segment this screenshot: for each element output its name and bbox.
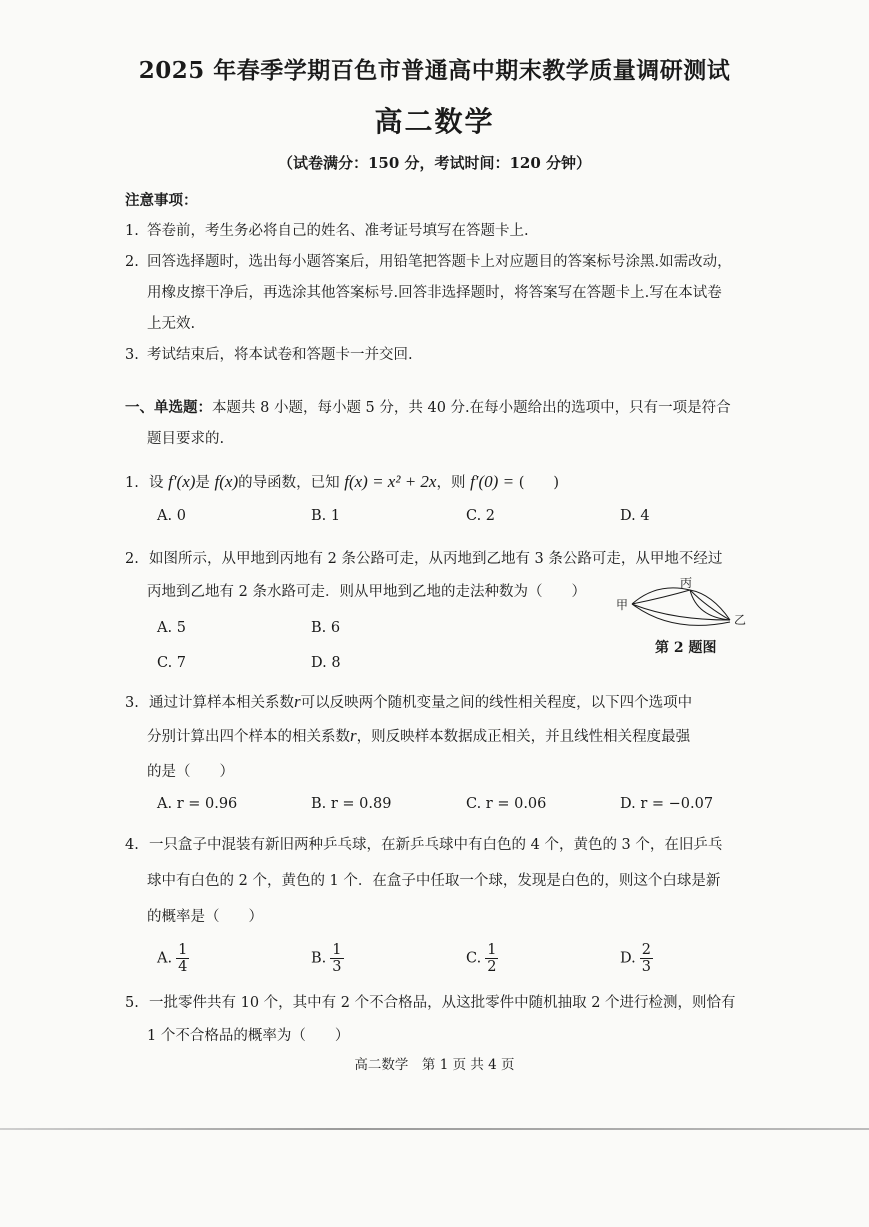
math-expression: f(x): [214, 472, 239, 491]
option-c: C. 7: [157, 655, 187, 671]
question-text-continued: 1 个不合格品的概率为（ ）: [147, 1028, 350, 1044]
exam-info: （试卷满分：150 分，考试时间：120 分钟）: [277, 154, 592, 172]
question-2: [125, 544, 765, 575]
notes-heading: 注意事项：: [125, 192, 198, 209]
denominator: 4: [178, 959, 188, 975]
question-number: 2.: [125, 551, 139, 567]
page-footer: 高二数学 第 1 页 共 4 页: [354, 1057, 515, 1073]
question-3: [125, 686, 765, 719]
option-b: [311, 942, 344, 975]
fraction: [176, 942, 189, 975]
numerator: 1: [178, 942, 188, 958]
question-1: [125, 466, 765, 499]
road-bing-yi-3: [690, 590, 730, 620]
note-text: 考试结束后，将本试卷和答题卡一并交回.: [147, 347, 413, 363]
question-text: 一只盒子中混装有新旧两种乒乓球，在新乒乓球中有白色的 4 个，黄色的 3 个，在旧乒乓: [149, 837, 723, 853]
fraction: [485, 942, 498, 975]
question-number: 5.: [125, 995, 139, 1011]
question-text-continued: 丙地到乙地有 2 条水路可走．则从甲地到乙地的走法种数为（ ）: [147, 584, 586, 600]
exam-title: 2025 年春季学期百色市普通高中期末教学质量调研测试: [138, 57, 731, 84]
denominator: 3: [332, 959, 342, 975]
option-d: [620, 942, 653, 975]
option-label: C.: [466, 950, 482, 967]
subject-title: 高二数学: [374, 105, 495, 138]
math-variable: r: [294, 692, 301, 711]
question-text: 分别计算出四个样本的相关系数: [147, 729, 350, 745]
question-text: 的导函数，已知: [238, 475, 340, 491]
question-text: ，则: [436, 475, 466, 491]
numerator: 1: [487, 942, 497, 958]
question-number: 4.: [125, 837, 139, 853]
math-expression: f(x) = x² + 2x: [344, 472, 437, 491]
label-bing: 丙: [680, 576, 693, 590]
note-item: [125, 247, 765, 278]
section-instructions-continued: 题目要求的.: [147, 431, 225, 447]
waterway-1: [632, 604, 730, 620]
label-jia: 甲: [616, 598, 629, 612]
question-text-continued: 的是（ ）: [147, 764, 234, 780]
question-number: 3.: [125, 695, 139, 711]
option-b: B. 1: [311, 508, 341, 524]
note-text: 回答选择题时，选出每小题答案后，用铅笔把答题卡上对应题目的答案标号涂黑.如需改动，: [147, 254, 732, 270]
option-b: B. 6: [311, 620, 341, 636]
question-text: 可以反映两个随机变量之间的线性相关程度，以下四个选项中: [300, 695, 693, 711]
option-a: A. 0: [157, 508, 186, 524]
option-label: D.: [620, 950, 636, 967]
note-number: 2.: [125, 254, 139, 270]
question-text: 一批零件共有 10 个，其中有 2 个不合格品，从这批零件中随机抽取 2 个进行检测，则恰有: [149, 995, 736, 1011]
section-label: 一、单选题：: [125, 399, 212, 416]
option-d: D. 8: [311, 655, 341, 671]
question-text: 是: [195, 475, 210, 491]
options-row: [157, 796, 757, 824]
note-number: 3.: [125, 347, 139, 363]
note-text: 答卷前，考生务必将自己的姓名、准考证号填写在答题卡上.: [147, 223, 529, 239]
section-instructions: 本题共 8 小题，每小题 5 分，共 40 分.在每小题给出的选项中，只有一项是符合: [212, 400, 731, 416]
option-b: B. r = 0.89: [311, 796, 392, 812]
question-number: 1.: [125, 475, 139, 491]
road-bing-yi-2: [690, 590, 730, 620]
option-d: D. r = −0.07: [620, 796, 714, 812]
section-heading: [125, 392, 765, 424]
note-item: [125, 340, 765, 371]
option-c: [466, 942, 498, 975]
scan-edge-line: [0, 1128, 869, 1130]
note-number: 1.: [125, 223, 139, 239]
question-text: 通过计算样本相关系数: [149, 695, 294, 711]
label-yi: 乙: [734, 613, 747, 627]
math-expression: f′(x): [168, 472, 196, 491]
diagram-caption: 第 2 题图: [655, 640, 717, 656]
question-text-continued: 球中有白色的 2 个，黄色的 1 个．在盒子中任取一个球，发现是白色的，则这个白球是新: [147, 873, 721, 889]
road-jia-bing-1: [632, 588, 690, 604]
question-text: ，则反映样本数据成正相关，并且线性相关程度最强: [356, 729, 691, 745]
denominator: 2: [487, 959, 497, 975]
option-d: D. 4: [620, 508, 650, 524]
options-row: [157, 508, 757, 536]
option-label: A.: [157, 950, 173, 967]
option-a: A. 5: [157, 620, 186, 636]
denominator: 3: [641, 959, 651, 975]
waterway-2: [632, 604, 730, 625]
numerator: 2: [641, 942, 651, 958]
math-expression: f′(0) =: [470, 472, 515, 491]
road-bing-yi-1: [690, 590, 730, 620]
option-c: C. 2: [466, 508, 496, 524]
question-5: [125, 988, 765, 1019]
note-item: [125, 216, 765, 247]
question-text: 设: [149, 475, 164, 491]
fraction: [640, 942, 653, 975]
option-c: C. r = 0.06: [466, 796, 547, 812]
numerator: 1: [332, 942, 342, 958]
question-text: 如图所示，从甲地到丙地有 2 条公路可走，从丙地到乙地有 3 条公路可走，从甲地不经过: [149, 551, 723, 567]
option-label: B.: [311, 950, 327, 967]
fraction: [330, 942, 343, 975]
math-variable: r: [350, 726, 357, 745]
note-text-continued: 上无效.: [147, 316, 196, 332]
answer-blank: ( ): [518, 475, 560, 491]
option-a: A. r = 0.96: [157, 796, 238, 812]
question-text-continued: [125, 720, 787, 753]
option-a: [157, 942, 189, 975]
options-row: [157, 938, 757, 976]
question-text-continued: 的概率是（ ）: [147, 909, 263, 925]
note-text-continued: 用橡皮擦干净后，再选涂其他答案标号.回答非选择题时，将答案写在答题卡上.写在本试卷: [147, 285, 722, 301]
question-4: [125, 830, 765, 861]
